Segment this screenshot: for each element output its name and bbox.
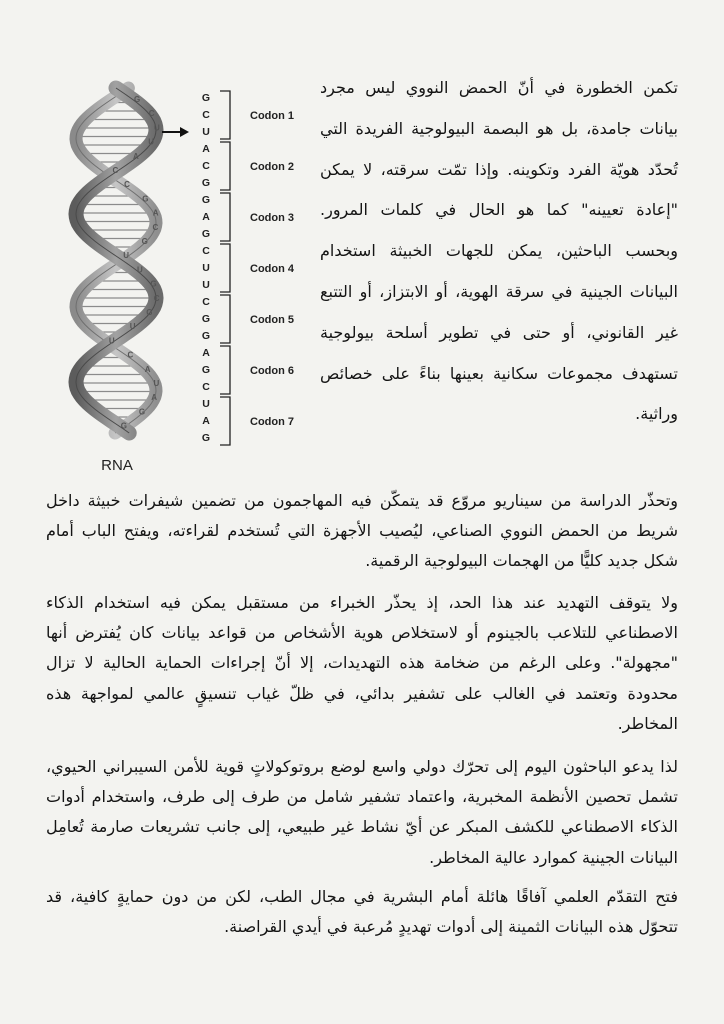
codon-base-letter: C (202, 245, 210, 257)
helix-base-letter: G (120, 421, 128, 431)
paragraph-1: تكمن الخطورة في أنّ الحمض النووي ليس مجرد بيانات جامدة، بل هو البصمة البيولوجية الفريدة التي تُحدّد هويّة الفرد وتكوينه. وإذا تمّت سرقته، لا يمكن "إعادة تعيينه" كما هو الحال في كلمات المرور. وبحسب الباحثين، يمكن للجهات الخبيثة استخدام البيانات الجينية في سرقة الهوية، أو الابتزاز، أو التتبع غير القانوني، أو حتى في تطوير أسلحة بيولوجية تستهدف مجموعات سكانية بعينها بناءً على خصائص وراثية. (320, 78, 678, 424)
helix-base-letter: G (141, 237, 148, 246)
codon-base-letter: G (201, 432, 211, 444)
paragraph-3: ولا يتوقف التهديد عند هذا الحد، إذ يحذّر الخبراء من مستقبل يمكن فيه استخدام الذكاء الاصطناعي للتلاعب بالجينوم أو لاستخلاص هوية الأشخاص من قواعد بيانات كان يُفترض أنها "مجهولة". وعلى الرغم من ضخامة هذه التهديدات، إلا أنّ إجراءات الحماية الحالية لا تزال محدودة وتعتمد في الغالب على تشفير بدائي، في ظلّ غياب تنسيقٍ عالمي لمواجهة هذه المخاطر. (46, 593, 678, 733)
codon-base-letter: A (202, 415, 210, 427)
codon-base-letter: G (201, 313, 211, 325)
codon-base-letter: G (201, 194, 211, 206)
helix-base-letter: C (124, 180, 130, 190)
pointer-arrow-head (180, 127, 189, 137)
helix-base-letter: C (152, 222, 159, 232)
helix-base-letter: G (138, 407, 146, 417)
codon-label: Codon 5 (250, 314, 294, 326)
helix-base-letter: G (146, 308, 153, 317)
helix-base-letter: A (144, 364, 151, 374)
paragraph-2: وتحذّر الدراسة من سيناريو مروّع قد يتمكّن فيه المهاجمون من تضمين شيفرات خبيثة داخل شريط من الحمض النووي الصناعي، ليُصيب الأجهزة التي تُستخدم لقراءته، ويفتح الباب أمام شكل جديد كليًّا من الهجمات البيولوجية الرقمية. (46, 491, 678, 571)
helix-base-letter: U (108, 336, 115, 346)
codon-base-letter: G (201, 228, 211, 240)
codon-base-letter: G (201, 177, 211, 189)
codon-label: Codon 2 (250, 161, 294, 173)
helix-base-letter: U (148, 137, 154, 147)
helix-base-letter: U (154, 123, 160, 133)
helix-base-letter: U (153, 379, 160, 388)
helix-base-letter: A (133, 151, 139, 161)
helix-base-letter: G (150, 279, 157, 289)
codon-label: Codon 4 (250, 263, 294, 275)
codon-label: Codon 1 (250, 110, 294, 122)
codon-bracket (220, 142, 230, 190)
helix-base-letter: G (134, 95, 141, 104)
codon-bracket (220, 346, 230, 394)
codon-bracket (220, 295, 230, 343)
codon-base-letter: G (201, 92, 211, 104)
helix-base-letter: A (152, 208, 159, 218)
paragraph-5: فتح التقدّم العلمي آفاقًا هائلة أمام البشرية في مجال الطب، لكن من دون حمايةٍ كافية، قد تتحوّل هذه البيانات الثمينة إلى أدوات تهديدٍ مُرعبة في أيدي القراصنة. (46, 887, 678, 937)
helix-base-letter: A (151, 393, 158, 403)
helix-base-letter: C (127, 350, 134, 360)
codon-bracket (220, 91, 230, 139)
rna-figure (60, 64, 322, 484)
helix-base-letter: U (129, 322, 136, 332)
codon-base-letter: U (202, 126, 210, 138)
helix-base-letter: C (148, 109, 155, 119)
codon-bracket (220, 193, 230, 241)
rna-diagram (60, 64, 322, 484)
helix-base-letter: G (142, 194, 149, 204)
codon-base-letter: G (201, 364, 211, 376)
codon-label: Codon 6 (250, 365, 294, 377)
codon-base-letter: U (202, 279, 210, 291)
codon-base-letter: U (202, 262, 210, 274)
codon-base-letter: G (201, 330, 211, 342)
codon-base-letter: C (202, 109, 210, 121)
rna-label: RNA (101, 457, 133, 474)
codon-bracket (220, 244, 230, 292)
helix-base-letter: U (137, 265, 143, 275)
helix-base-letter: C (112, 166, 119, 175)
paragraph-4: لذا يدعو الباحثون اليوم إلى تحرّك دولي واسع لوضع بروتوكولاتٍ قوية للأمن السيبراني الحيوي، تشمل تحصين الأنظمة المخبرية، واعتماد تشفير شامل من طرف إلى طرف، واستخدام أدوات الذكاء الاصطناعي للكشف المبكر عن أيّ نشاط غير طبيعي، إلى جانب تشريعات صارمة تُعامِل البيانات الجينية كموارد عالية المخاطر. (46, 757, 678, 867)
codon-base-letter: U (202, 398, 210, 410)
codon-base-letter: C (202, 296, 210, 308)
codon-label: Codon 7 (250, 416, 294, 428)
helix-strand-front (76, 88, 156, 433)
codon-bracket (220, 397, 230, 445)
codon-label: Codon 3 (250, 212, 294, 224)
codon-base-letter: A (202, 347, 210, 359)
codon-base-letter: A (202, 211, 210, 223)
codon-base-letter: C (202, 160, 210, 172)
codon-base-letter: A (202, 143, 210, 155)
helix-base-letter: C (153, 293, 160, 303)
helix-base-letter: U (123, 251, 129, 261)
codon-base-letter: C (202, 381, 210, 393)
